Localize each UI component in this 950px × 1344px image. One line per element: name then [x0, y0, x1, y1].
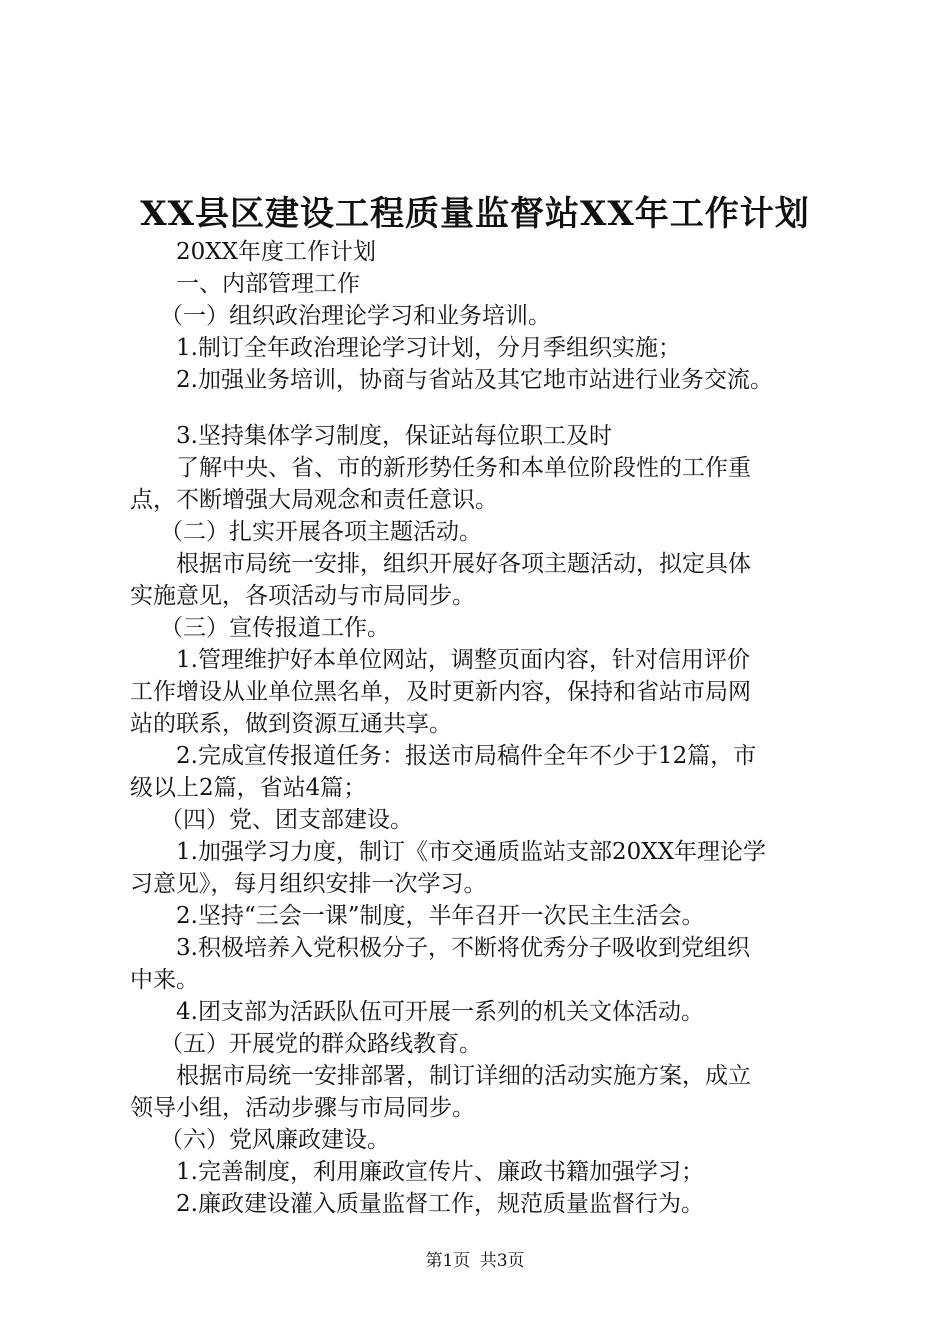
paragraph-line: 站的联系，做到资源互通共享。	[130, 711, 452, 737]
subsection-heading: （三）宣传报道工作。	[160, 615, 390, 641]
list-item: 2.加强业务培训，协商与省站及其它地市站进行业务交流。	[176, 367, 773, 393]
list-item: 3.积极培养入党积极分子，不断将优秀分子吸收到党组织	[176, 935, 750, 961]
page-total: 共3页	[479, 1251, 525, 1271]
document-body	[130, 236, 830, 1220]
paragraph-line: 根据市局统一安排，组织开展好各项主题活动，拟定具体	[176, 551, 751, 577]
paragraph-line: 级以上2篇，省站4篇；	[130, 775, 367, 801]
list-item: 2.完成宣传报道任务：报送市局稿件全年不少于12篇，市	[176, 743, 757, 769]
list-item: 2.廉政建设灌入质量监督工作，规范质量监督行为。	[176, 1191, 704, 1217]
list-item: 1.加强学习力度，制订《市交通质监站支部20XX年理论学	[176, 839, 766, 865]
subsection-heading: （四）党、团支部建设。	[160, 807, 413, 833]
paragraph-line: 根据市局统一安排部署，制订详细的活动实施方案，成立	[176, 1063, 751, 1089]
paragraph-line: 了解中央、省、市的新形势任务和本单位阶段性的工作重	[176, 455, 751, 481]
paragraph-line: 实施意见，各项活动与市局同步。	[130, 583, 475, 609]
list-item: 1.管理维护好本单位网站，调整页面内容，针对信用评价	[176, 647, 750, 673]
page-footer	[0, 1246, 950, 1271]
document-title: XX县区建设工程质量监督站XX年工作计划	[140, 194, 810, 234]
list-item: 4.团支部为活跃队伍可开展一系列的机关文体活动。	[176, 999, 704, 1025]
list-item: 2.坚持“三会一课”制度，半年召开一次民主生活会。	[176, 903, 705, 929]
paragraph-line: 习意见》，每月组织安排一次学习。	[130, 871, 487, 897]
subsection-heading: （五）开展党的群众路线教育。	[160, 1031, 482, 1057]
section-heading: 一、内部管理工作	[176, 271, 360, 297]
list-item: 1.完善制度，利用廉政宣传片、廉政书籍加强学习；	[176, 1159, 704, 1185]
paragraph-line: 点，不断增强大局观念和责任意识。	[130, 487, 498, 513]
list-item: 1.制订全年政治理论学习计划，分月季组织实施；	[176, 335, 681, 361]
paragraph-line: 中来。	[130, 967, 199, 993]
paragraph-line: 工作增设从业单位黑名单，及时更新内容，保持和省站市局网	[130, 679, 751, 705]
subsection-heading: （二）扎实开展各项主题活动。	[160, 519, 482, 545]
subsection-heading: （一）组织政治理论学习和业务培训。	[160, 303, 551, 329]
spacer	[130, 396, 830, 420]
subsection-heading: （六）党风廉政建设。	[160, 1127, 390, 1153]
paragraph-line: 20XX年度工作计划	[176, 239, 377, 265]
paragraph-line: 领导小组，活动步骤与市局同步。	[130, 1095, 475, 1121]
page-number: 第1页	[425, 1251, 471, 1271]
list-item: 3.坚持集体学习制度，保证站每位职工及时	[176, 423, 612, 449]
